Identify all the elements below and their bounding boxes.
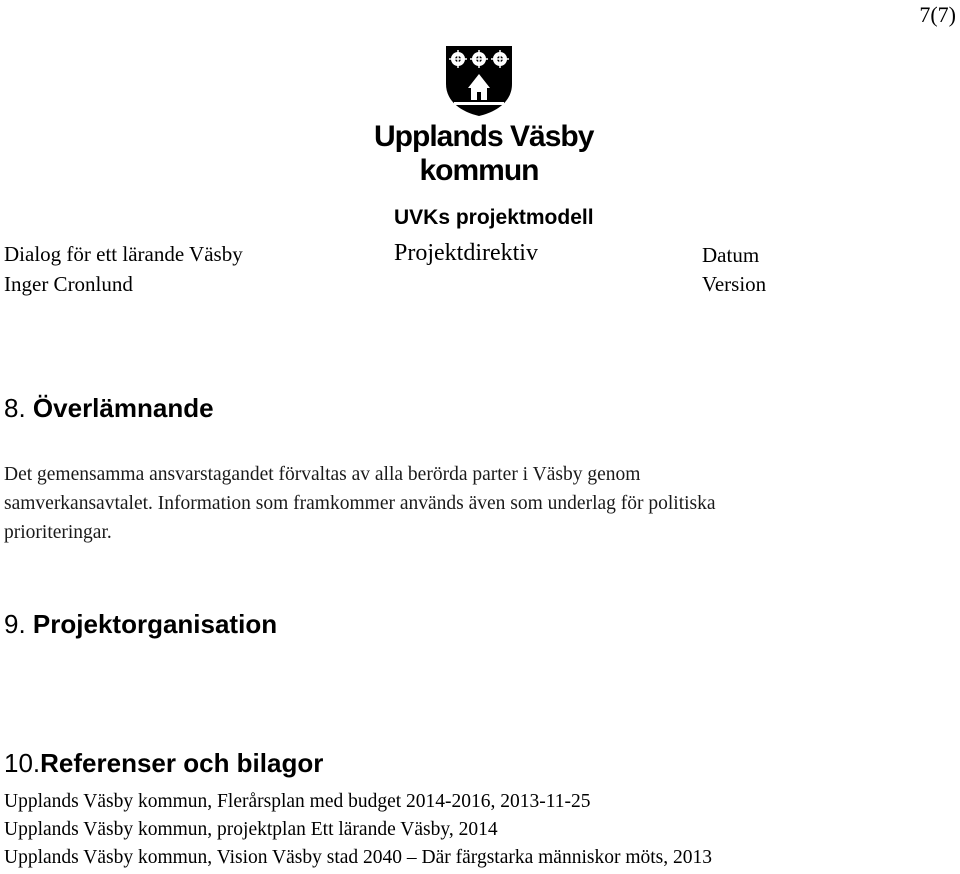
section-8-number: 8. [4, 393, 26, 423]
page-number: 7(7) [919, 2, 956, 27]
section-10-title: Referenser och bilagor [40, 748, 324, 778]
reference-item: Upplands Väsby kommun, Flerårsplan med budget 2014-2016, 2013-11-25 [4, 791, 591, 812]
section-8-line-1: Det gemensamma ansvarstagandet förvaltas av alla berörda parter i Väsby genom [4, 464, 641, 485]
version-label: Version [702, 272, 767, 296]
section-8-title: Överlämnande [32, 393, 214, 423]
section-10-number: 10. [4, 748, 41, 778]
section-8-line-3: prioriteringar. [4, 522, 112, 543]
reference-list [4, 788, 712, 872]
section-10-heading [4, 748, 323, 779]
section-9-title: Projektorganisation [32, 609, 278, 639]
author: Inger Cronlund [4, 272, 133, 296]
section-9-number: 9. [4, 609, 26, 639]
section-8-heading [4, 393, 214, 424]
reference-item: Upplands Väsby kommun, projektplan Ett lärande Väsby, 2014 [4, 819, 498, 840]
section-8-body [4, 460, 924, 547]
section-9-heading [4, 609, 277, 640]
doc-type: Projektdirektiv [394, 240, 538, 266]
date-label: Datum [702, 243, 760, 267]
logo-line-2: kommun [419, 154, 539, 187]
section-8-line-2: samverkansavtalet. Information som framkommer används även som underlag för politiska [4, 493, 716, 514]
logo-text [374, 120, 594, 188]
reference-item: Upplands Väsby kommun, Vision Väsby stad 2040 – Där färgstarka människor möts, 2013 [4, 847, 712, 868]
logo-line-1: Upplands Väsby [374, 120, 594, 153]
project-name: Dialog för ett lärande Väsby [4, 242, 243, 266]
doc-model-title: UVKs projektmodell [394, 206, 594, 229]
coat-of-arms-icon [444, 44, 514, 123]
